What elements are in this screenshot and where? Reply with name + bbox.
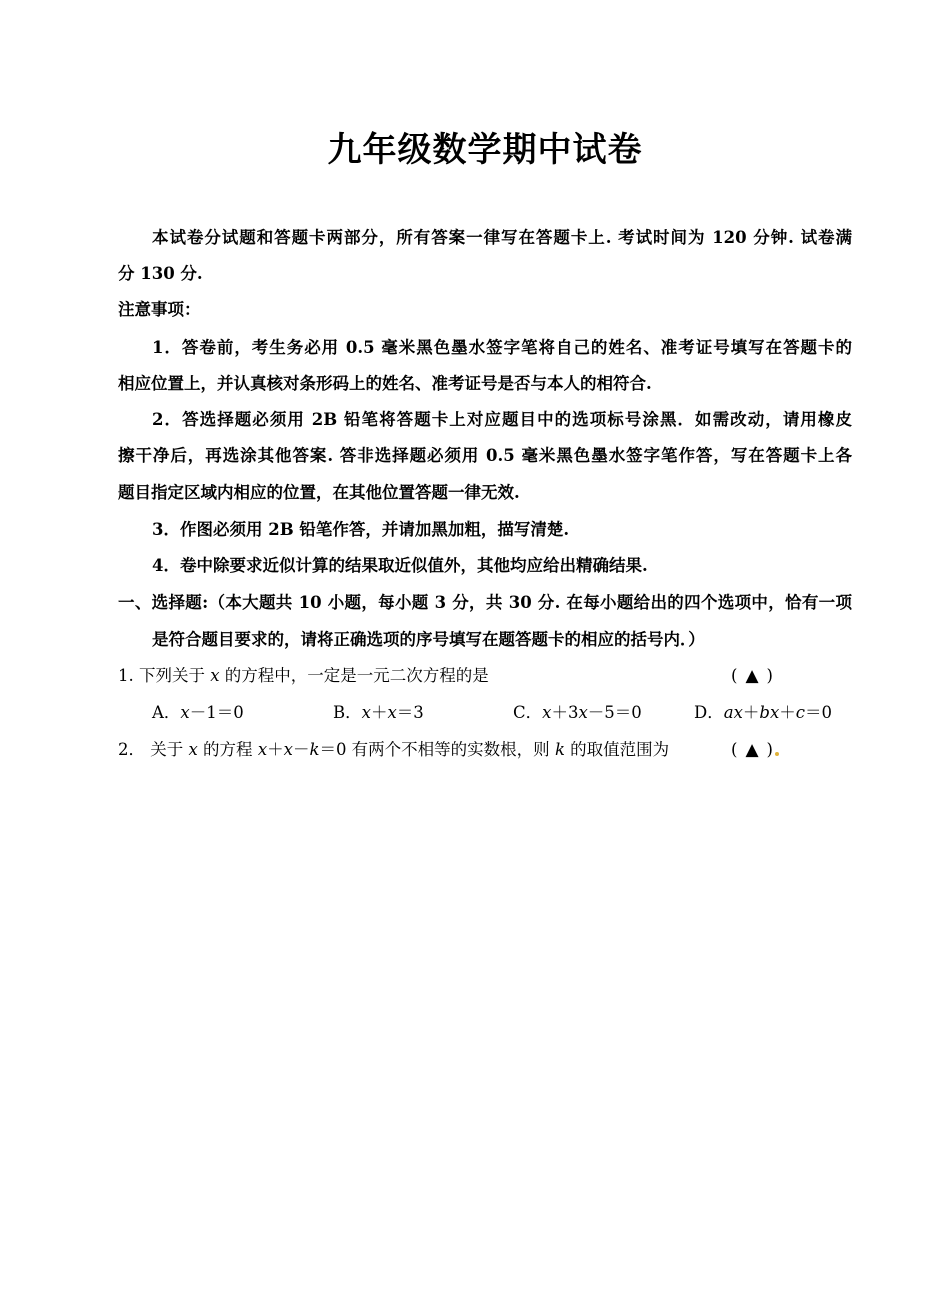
option-c-var-2: x (578, 703, 588, 722)
option-b-var-1: x (361, 703, 371, 722)
triangle-icon: ▲ (745, 740, 759, 760)
notice-item-4: 4．卷中除要求近似计算的结果取近似值外，其他均应给出精确结果. (152, 556, 648, 575)
notice-item-2-line-1: 2．答选择题必须用 2B 铅笔将答题卡上对应题目中的选项标号涂黑．如需改动，请用橡皮 (152, 410, 852, 429)
question-2-var-3: x (283, 740, 293, 759)
option-d-var-3: c (795, 703, 806, 722)
notice-item-1-line-2: 相应位置上，并认真核对条形码上的姓名、准考证号是否与本人的相符合. (118, 374, 652, 393)
question-2-text-before: 关于 (150, 740, 189, 759)
option-c-var-1: x (542, 703, 552, 722)
intro-line-1: 本试卷分试题和答题卡两部分，所有答案一律写在答题卡上. 考试时间为 120 分钟. 试卷满 (152, 228, 852, 247)
option-b-label: B． (333, 703, 362, 722)
notice-heading: 注意事项： (118, 300, 201, 319)
question-1-answer-close: ) (766, 666, 773, 685)
option-a-var: x (180, 703, 190, 722)
question-2-var: x (188, 740, 198, 759)
option-b-var-2: x (387, 703, 397, 722)
notice-item-2-line-3: 题目指定区域内相应的位置，在其他位置答题一律无效. (118, 483, 520, 502)
option-b-rest: ＝3 (396, 703, 424, 722)
option-c-rest: －5＝0 (587, 703, 642, 722)
question-1-text-after: 的方程中，一定是一元二次方程的是 (219, 666, 489, 685)
option-d-var-2: bx (759, 703, 780, 722)
option-d-rest: ＝0 (805, 703, 833, 722)
question-2-text-mid-3: － (292, 740, 310, 759)
section-1-heading-line-1: 一、选择题:（本大题共 10 小题，每小题 3 分，共 30 分. 在每小题给出的四个选项中，恰有一项 (118, 593, 852, 612)
question-2-answer-close: ) (766, 740, 773, 759)
question-1-option-b (333, 701, 424, 725)
question-1 (118, 664, 489, 688)
option-c-label: C． (513, 703, 543, 722)
question-2-var-4: k (309, 740, 320, 759)
question-2-answer-open: ( (731, 740, 738, 759)
option-c-mid: ＋3 (551, 703, 579, 722)
intro-line-2: 分 130 分. (118, 264, 203, 283)
question-1-text-before: 下列关于 (139, 666, 211, 685)
question-1-answer-bracket (731, 664, 773, 688)
section-1-heading-line-2: 是符合题目要求的，请将正确选项的序号填写在题答题卡的相应的括号内．） (152, 630, 705, 649)
option-d-label: D． (694, 703, 724, 722)
question-2-answer-bracket (731, 738, 773, 762)
question-1-answer-open: ( (731, 666, 738, 685)
notice-item-2-line-2: 擦干净后，再选涂其他答案. 答非选择题必须用 0.5 毫米黑色墨水签字笔作答，写在答题卡上各 (118, 446, 852, 465)
question-2-text-mid-1: 的方程 (197, 740, 258, 759)
notice-item-3: 3．作图必须用 2B 铅笔作答，并请加黑加粗，描写清楚. (152, 520, 570, 539)
option-b-mid: ＋ (370, 703, 388, 722)
triangle-icon: ▲ (745, 666, 759, 686)
question-2-var-5: k (554, 740, 565, 759)
question-1-option-a (152, 701, 244, 725)
question-2 (118, 738, 669, 762)
option-d-var-1: ax (723, 703, 743, 722)
question-2-text-mid-4: ＝0 有两个不相等的实数根，则 (319, 740, 555, 759)
question-2-text-after: 的取值范围为 (564, 740, 670, 759)
page-title: 九年级数学期中试卷 (327, 130, 643, 170)
option-a-label: A． (152, 703, 181, 722)
question-1-option-d (694, 701, 832, 725)
question-1-number: 1. (118, 666, 134, 685)
question-1-var: x (210, 666, 220, 685)
question-2-text-mid-2: ＋ (267, 740, 284, 759)
question-1-option-c (513, 701, 642, 725)
option-d-mid-2: ＋ (779, 703, 796, 722)
question-2-number: 2． (118, 740, 145, 759)
ink-speck (775, 752, 779, 756)
question-2-var-2: x (257, 740, 268, 759)
option-a-rest: －1＝0 (189, 703, 244, 722)
notice-item-1-line-1: 1．答卷前，考生务必用 0.5 毫米黑色墨水签字笔将自己的姓名、准考证号填写在答题卡的 (152, 338, 852, 357)
option-d-mid-1: ＋ (742, 703, 760, 722)
